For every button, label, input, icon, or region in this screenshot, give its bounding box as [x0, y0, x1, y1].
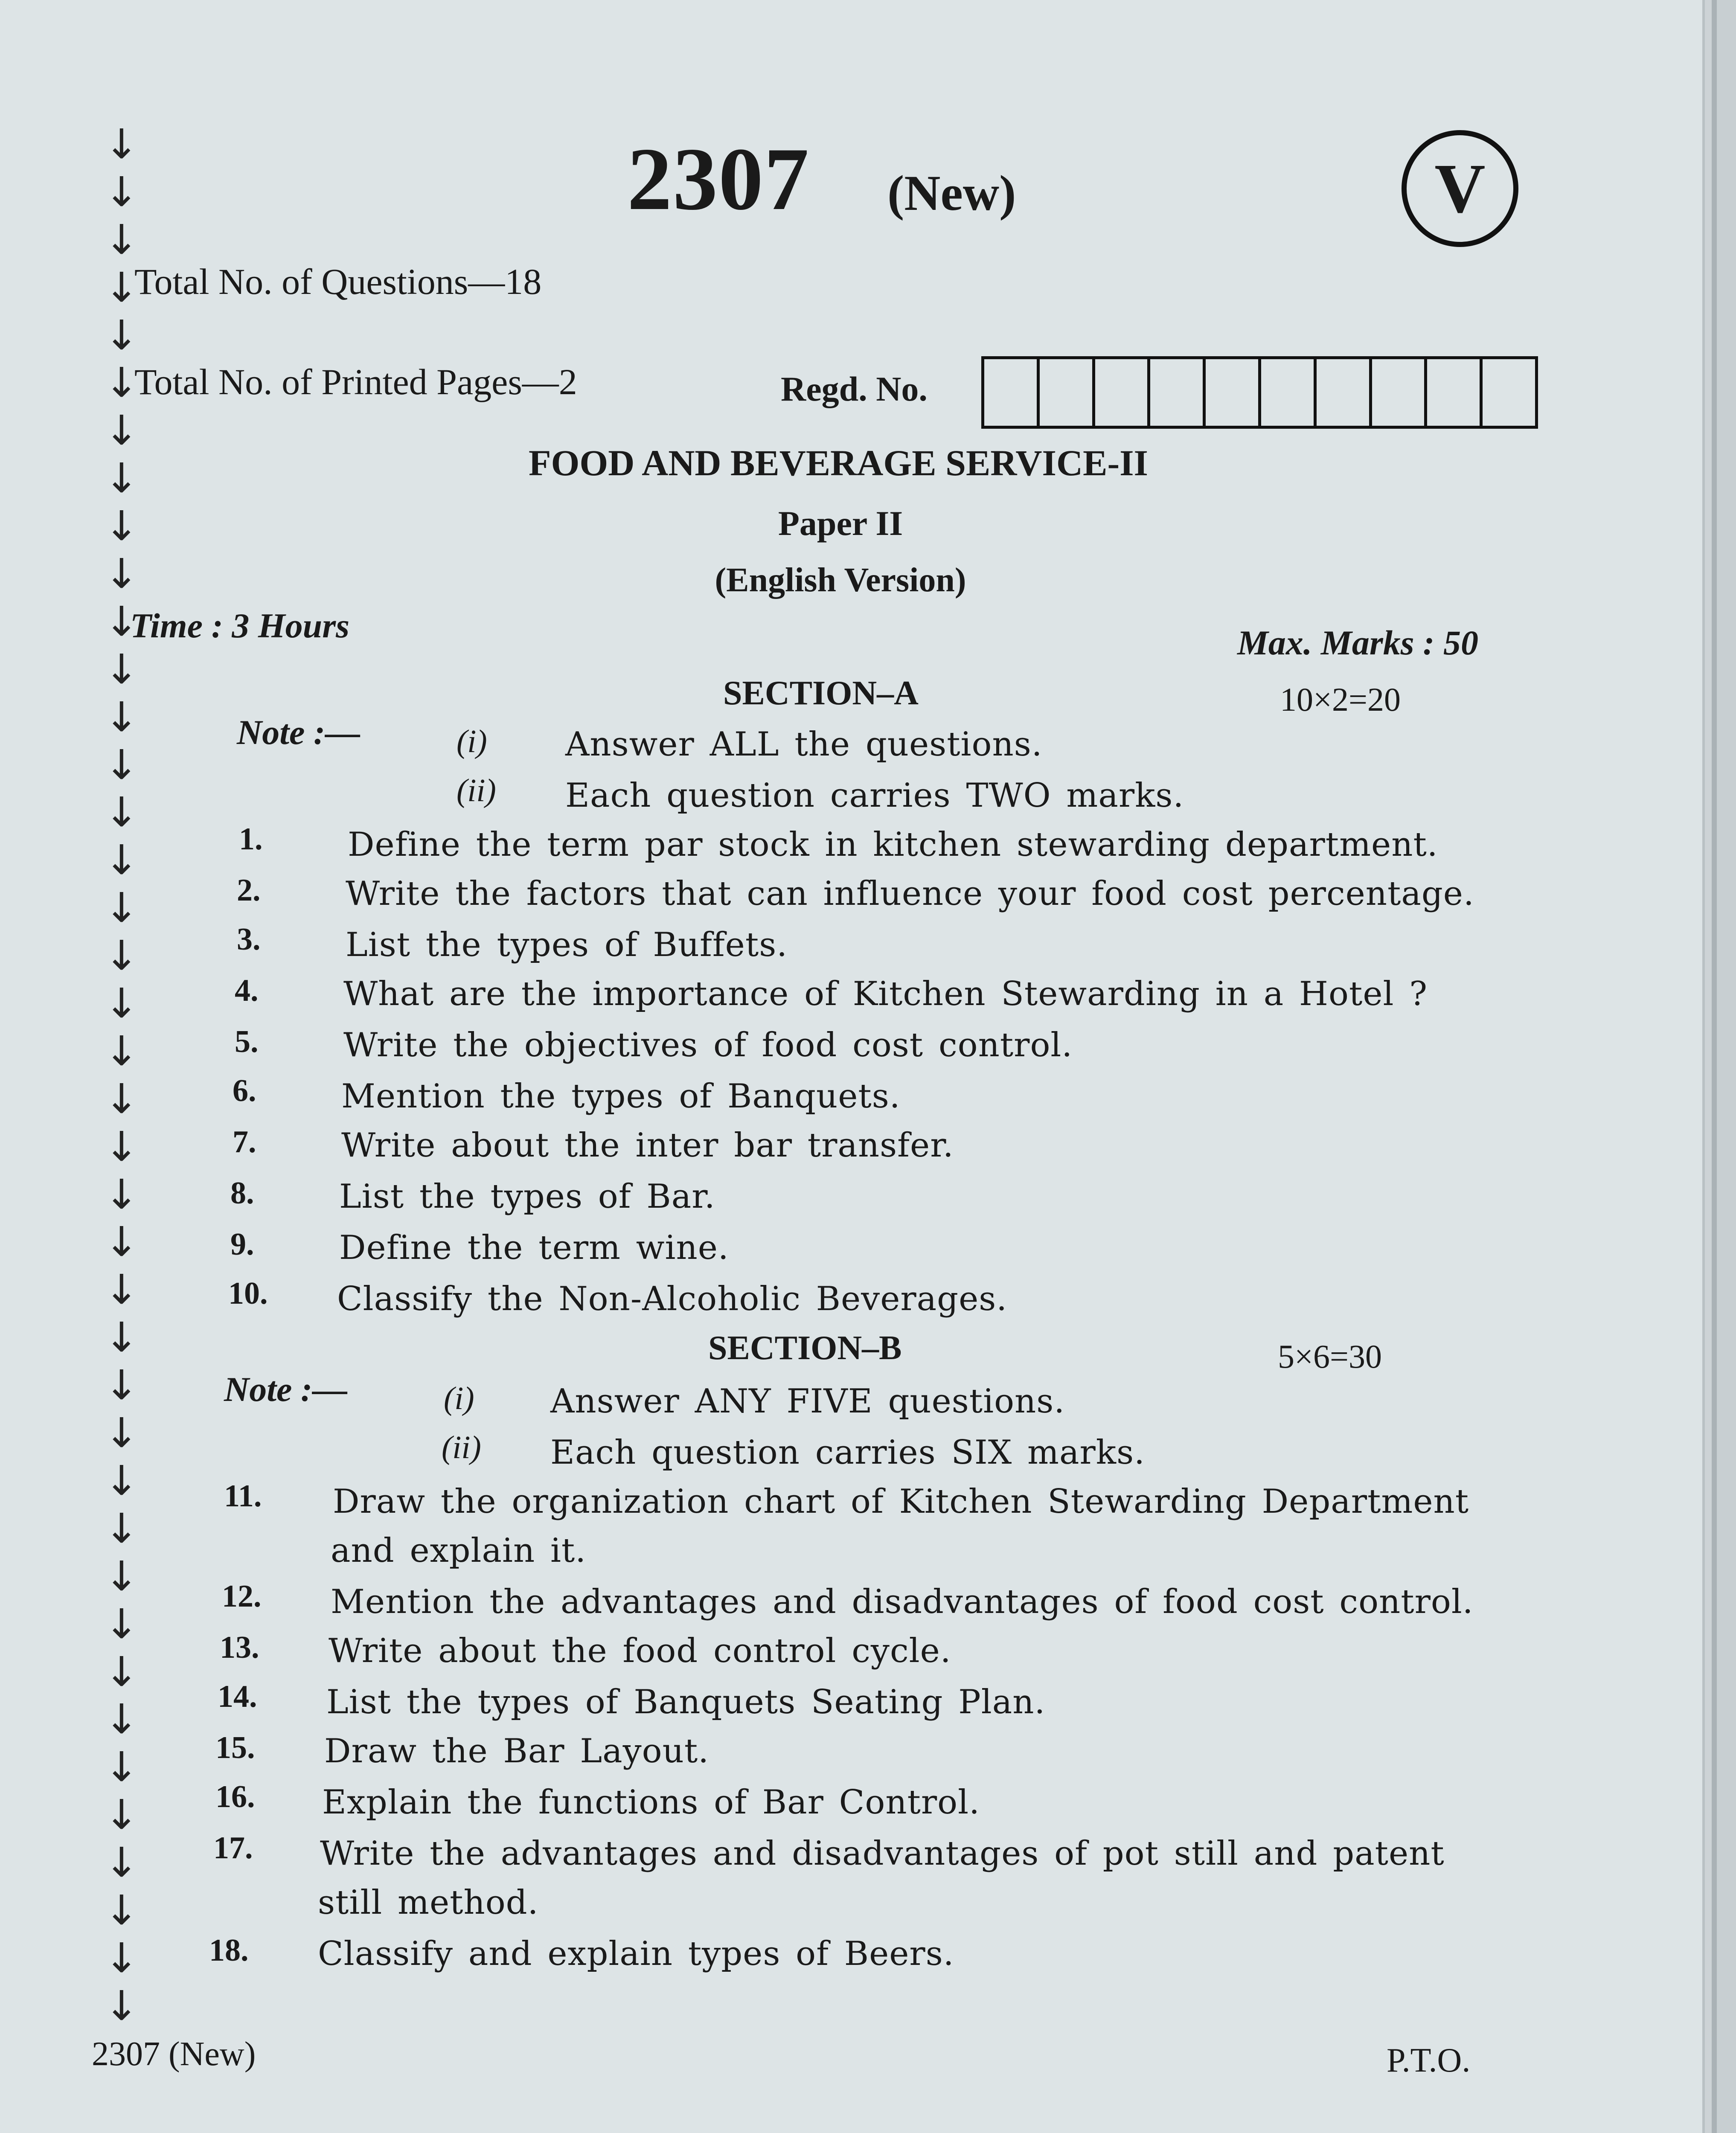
- question-number: 14.: [218, 1679, 257, 1714]
- question-text: Draw the Bar Layout.: [324, 1732, 710, 1770]
- regd-label: Regd. No.: [781, 369, 928, 408]
- total-pages: [134, 360, 577, 403]
- question-number: 9.: [230, 1227, 254, 1262]
- exam-time: Time : 3 Hours: [130, 606, 350, 645]
- question-text: What are the importance of Kitchen Stewarding in a Hotel ?: [343, 975, 1428, 1013]
- question-text: Write the advantages and disadvantages of pot still and patent: [320, 1834, 1445, 1873]
- margin-arrow-icon: ↓: [104, 1743, 139, 1791]
- margin-arrow-icon: ↓: [104, 550, 139, 598]
- margin-arrow-icon: ↓: [104, 932, 139, 980]
- margin-arrow-icon: ↓: [104, 1218, 139, 1266]
- question-text-continued: and explain it.: [331, 1531, 587, 1570]
- section-b-note-num: (ii): [442, 1430, 481, 1465]
- margin-arrow-icon: ↓: [104, 263, 139, 311]
- margin-arrow-icon: ↓: [104, 1456, 139, 1505]
- margin-arrows: [104, 120, 139, 2030]
- paper-number: Paper II: [778, 504, 903, 543]
- total-questions-text: Total No. of Questions—18: [134, 261, 542, 302]
- question-number: 18.: [209, 1933, 249, 1968]
- question-number: 17.: [213, 1831, 253, 1866]
- margin-arrow-icon: ↓: [104, 1504, 139, 1552]
- question-number: 10.: [228, 1276, 268, 1311]
- section-b-note-text: Each question carries SIX marks.: [550, 1433, 1145, 1472]
- question-number: 1.: [239, 822, 263, 857]
- version-badge: V: [1402, 130, 1518, 247]
- question-number: 11.: [224, 1479, 262, 1514]
- question-number: 3.: [237, 922, 261, 957]
- margin-arrow-icon: ↓: [104, 1648, 139, 1696]
- margin-arrow-icon: ↓: [104, 597, 139, 645]
- question-text: Write the factors that can influence your food cost percentage.: [346, 875, 1474, 913]
- question-number: 8.: [230, 1176, 254, 1211]
- margin-arrow-icon: ↓: [104, 645, 139, 693]
- question-text: List the types of Buffets.: [346, 926, 788, 964]
- margin-arrow-icon: ↓: [104, 1886, 139, 1934]
- margin-arrow-icon: ↓: [104, 1409, 139, 1457]
- paper-code-suffix: (New): [887, 165, 1016, 221]
- margin-arrow-icon: ↓: [104, 1170, 139, 1218]
- margin-arrow-icon: ↓: [104, 168, 139, 216]
- section-b-note-num: (i): [444, 1380, 474, 1416]
- regd-digit-box[interactable]: [1427, 359, 1483, 426]
- section-b-marks: 5×6=30: [1278, 1338, 1382, 1375]
- margin-arrow-icon: ↓: [104, 1314, 139, 1362]
- regd-digit-box[interactable]: [1095, 359, 1151, 426]
- question-text: Write about the food control cycle.: [329, 1632, 951, 1670]
- question-text: Mention the types of Banquets.: [341, 1077, 901, 1116]
- regd-digit-box[interactable]: [1317, 359, 1372, 426]
- margin-arrow-icon: ↓: [104, 1122, 139, 1171]
- margin-arrow-icon: ↓: [104, 407, 139, 455]
- margin-arrow-icon: ↓: [104, 1791, 139, 1839]
- section-b-note-text: Answer ANY FIVE questions.: [550, 1382, 1065, 1421]
- regd-number-boxes[interactable]: [981, 356, 1538, 429]
- question-text: Classify and explain types of Beers.: [318, 1935, 954, 1973]
- regd-digit-box[interactable]: [1206, 359, 1261, 426]
- footer-pto: P.T.O.: [1387, 2042, 1471, 2079]
- margin-arrow-icon: ↓: [104, 454, 139, 503]
- margin-arrow-icon: ↓: [104, 1839, 139, 1887]
- question-text: Explain the functions of Bar Control.: [322, 1783, 980, 1822]
- margin-arrow-icon: ↓: [104, 1982, 139, 2030]
- margin-arrow-icon: ↓: [104, 1361, 139, 1409]
- question-text: Draw the organization chart of Kitchen Stewarding Department: [333, 1482, 1469, 1521]
- question-number: 6.: [233, 1073, 256, 1108]
- section-b-note-label: Note :—: [224, 1370, 348, 1409]
- section-a-note-num: (ii): [457, 773, 496, 808]
- question-text: List the types of Banquets Seating Plan.: [326, 1683, 1046, 1721]
- question-number: 5.: [235, 1024, 259, 1059]
- margin-arrow-icon: ↓: [104, 1552, 139, 1600]
- total-pages-text: Total No. of Printed Pages—2: [134, 361, 577, 402]
- question-text: Write about the inter bar transfer.: [341, 1126, 954, 1165]
- language-version: (English Version): [715, 561, 966, 599]
- section-a-note-text: Each question carries TWO marks.: [565, 776, 1184, 815]
- regd-digit-box[interactable]: [1483, 359, 1535, 426]
- margin-arrow-icon: ↓: [104, 836, 139, 884]
- margin-arrow-icon: ↓: [104, 1600, 139, 1648]
- regd-digit-box[interactable]: [1040, 359, 1095, 426]
- question-text: Define the term par stock in kitchen stewarding department.: [348, 825, 1438, 864]
- margin-arrow-icon: ↓: [104, 884, 139, 932]
- question-text: Write the objectives of food cost control.: [343, 1026, 1073, 1064]
- question-number: 7.: [233, 1125, 256, 1159]
- regd-digit-box[interactable]: [1150, 359, 1206, 426]
- question-number: 12.: [222, 1579, 262, 1614]
- max-marks: Max. Marks : 50: [1237, 623, 1478, 662]
- margin-arrow-icon: ↓: [104, 788, 139, 837]
- question-text-continued: still method.: [318, 1883, 539, 1922]
- regd-digit-box[interactable]: [1261, 359, 1317, 426]
- section-a-note-text: Answer ALL the questions.: [565, 725, 1043, 764]
- section-a-heading: SECTION–A: [723, 674, 919, 712]
- section-b-heading: SECTION–B: [708, 1329, 902, 1367]
- margin-arrow-icon: ↓: [104, 215, 139, 264]
- subject-title: FOOD AND BEVERAGE SERVICE-II: [528, 442, 1149, 483]
- question-number: 4.: [235, 973, 259, 1008]
- question-text: Mention the advantages and disadvantages of food cost control.: [331, 1583, 1474, 1621]
- margin-arrow-icon: ↓: [104, 502, 139, 550]
- total-questions: [134, 260, 541, 303]
- question-text: Define the term wine.: [339, 1229, 729, 1267]
- question-text: List the types of Bar.: [339, 1177, 715, 1216]
- regd-digit-box[interactable]: [1372, 359, 1428, 426]
- question-text: Classify the Non-Alcoholic Beverages.: [337, 1280, 1008, 1318]
- paper-code: 2307: [627, 130, 810, 229]
- section-a-note-num: (i): [457, 724, 487, 759]
- margin-arrow-icon: ↓: [104, 741, 139, 789]
- margin-arrow-icon: ↓: [104, 120, 139, 168]
- question-number: 2.: [237, 873, 261, 908]
- margin-arrow-icon: ↓: [104, 1695, 139, 1744]
- section-a-marks: 10×2=20: [1280, 681, 1401, 718]
- margin-arrow-icon: ↓: [104, 1075, 139, 1123]
- question-number: 13.: [220, 1630, 259, 1665]
- margin-arrow-icon: ↓: [104, 979, 139, 1028]
- margin-arrow-icon: ↓: [104, 1266, 139, 1314]
- margin-arrow-icon: ↓: [104, 311, 139, 359]
- question-number: 15.: [215, 1730, 255, 1765]
- margin-arrow-icon: ↓: [104, 359, 139, 407]
- margin-arrow-icon: ↓: [104, 1934, 139, 1982]
- question-number: 16.: [215, 1779, 255, 1814]
- footer-paper-code: 2307 (New): [92, 2035, 256, 2073]
- margin-arrow-icon: ↓: [104, 1027, 139, 1075]
- margin-arrow-icon: ↓: [104, 693, 139, 741]
- regd-digit-box[interactable]: [984, 359, 1040, 426]
- section-a-note-label: Note :—: [237, 713, 361, 752]
